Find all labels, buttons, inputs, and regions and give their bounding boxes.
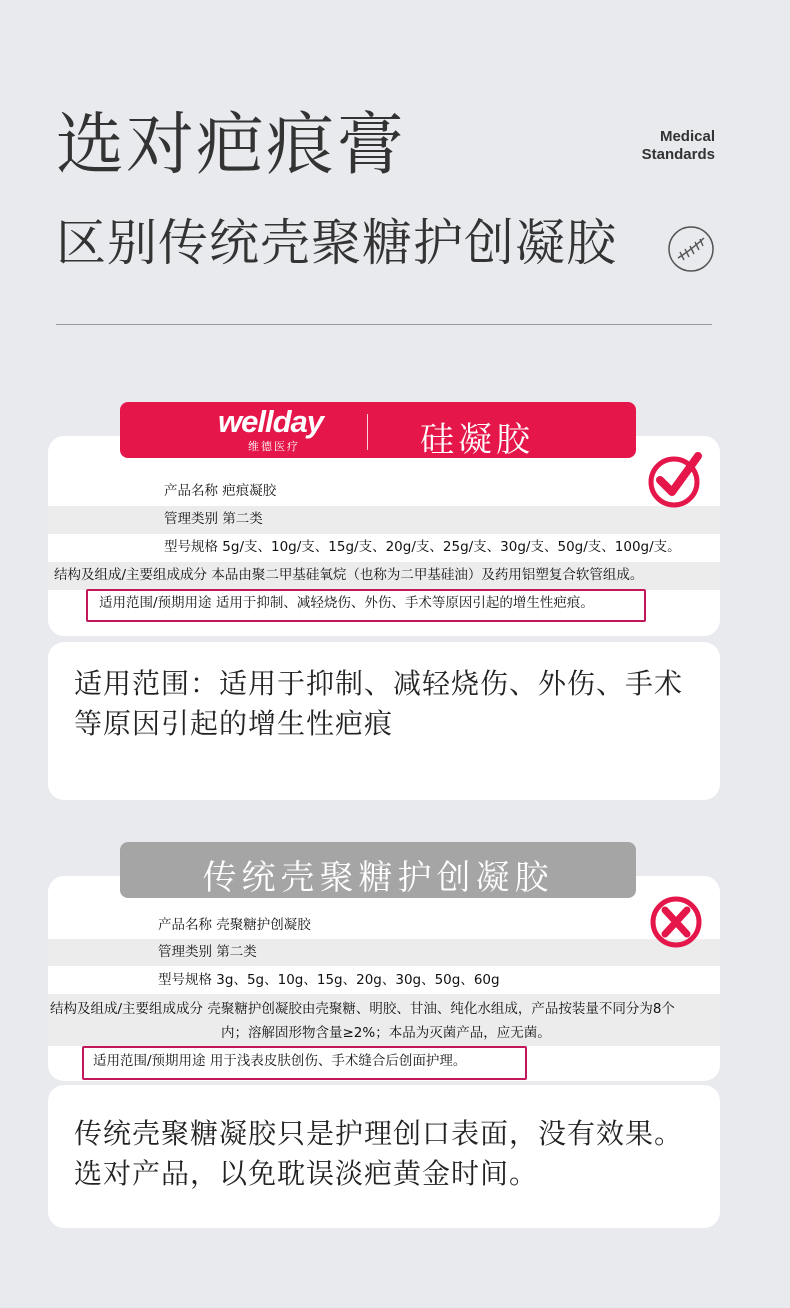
silicone-row-composition — [48, 562, 720, 590]
wellday-banner — [120, 402, 636, 458]
silicone-usage-highlight — [86, 589, 646, 622]
chitosan-usage-highlight — [82, 1046, 527, 1080]
chitosan-usage: 适用范围/预期用途 用于浅表皮肤创伤、手术缝合后创面护理。 — [93, 1053, 467, 1069]
chitosan-summary-line-2: 选对产品，以免耽误淡疤黄金时间。 — [74, 1157, 539, 1190]
chitosan-row-name — [48, 912, 720, 939]
page-subtitle: 区别传统壳聚糖护创凝胶 — [56, 214, 617, 272]
silicone-row-spec — [48, 534, 720, 562]
chitosan-row-spec — [48, 966, 720, 994]
badge-line-2: Standards — [641, 146, 715, 163]
silicone-composition: 结构及组成/主要组成成分 本品由聚二甲基硅氧烷（也称为二甲基硅油）及药用铝塑复合软管组成。 — [54, 567, 644, 583]
silicone-usage: 适用范围/预期用途 适用于抑制、减轻烧伤、外伤、手术等原因引起的增生性疤痕。 — [99, 595, 594, 611]
badge-line-1: Medical — [659, 128, 715, 145]
chitosan-spec: 型号规格 3g、5g、10g、15g、20g、30g、50g、60g — [158, 972, 500, 988]
silicone-summary-line-2: 等原因引起的增生性疤痕 — [74, 707, 394, 740]
header-divider — [56, 324, 712, 325]
silicone-row-name — [48, 478, 720, 506]
silicone-row-category — [48, 506, 720, 534]
check-mark-icon — [648, 452, 704, 508]
chitosan-summary-line-1: 传统壳聚糖凝胶只是护理创口表面，没有效果。 — [74, 1117, 684, 1150]
cross-mark-icon — [650, 894, 706, 950]
chitosan-product-name: 产品名称 壳聚糖护创凝胶 — [158, 917, 311, 933]
silicone-product-name: 产品名称 疤痕凝胶 — [164, 483, 277, 499]
chitosan-row-category — [48, 939, 720, 966]
wellday-logo-cn: 维德医疗 — [248, 440, 300, 453]
chitosan-gel-label: 传统壳聚糖护创凝胶 — [202, 858, 554, 898]
chitosan-summary — [74, 1114, 714, 1194]
silicone-spec: 型号规格 5g/支、10g/支、15g/支、20g/支、25g/支、30g/支、50g/支、100g/支。 — [164, 539, 681, 555]
page-title: 选对疤痕膏 — [56, 106, 407, 185]
wellday-logo-text: wellday — [218, 404, 323, 439]
stitched-scar-icon — [666, 224, 716, 274]
chitosan-row-composition — [48, 994, 720, 1046]
chitosan-category: 管理类别 第二类 — [158, 944, 257, 960]
banner-separator — [367, 414, 368, 450]
chitosan-composition-line-2: 内；溶解固形物含量≥2%；本品为灭菌产品，应无菌。 — [221, 1025, 551, 1041]
chitosan-composition-line-1: 结构及组成/主要组成成分 壳聚糖护创凝胶由壳聚糖、明胶、甘油、纯化水组成，产品按装量不同分为8个 — [50, 1001, 675, 1017]
medical-standards-badge — [620, 128, 715, 164]
silicone-summary — [74, 664, 714, 744]
silicone-summary-line-1: 适用范围：适用于抑制、减轻烧伤、外伤、手术 — [74, 667, 684, 700]
silicone-gel-label: 硅凝胶 — [420, 420, 534, 460]
silicone-category: 管理类别 第二类 — [164, 511, 263, 527]
